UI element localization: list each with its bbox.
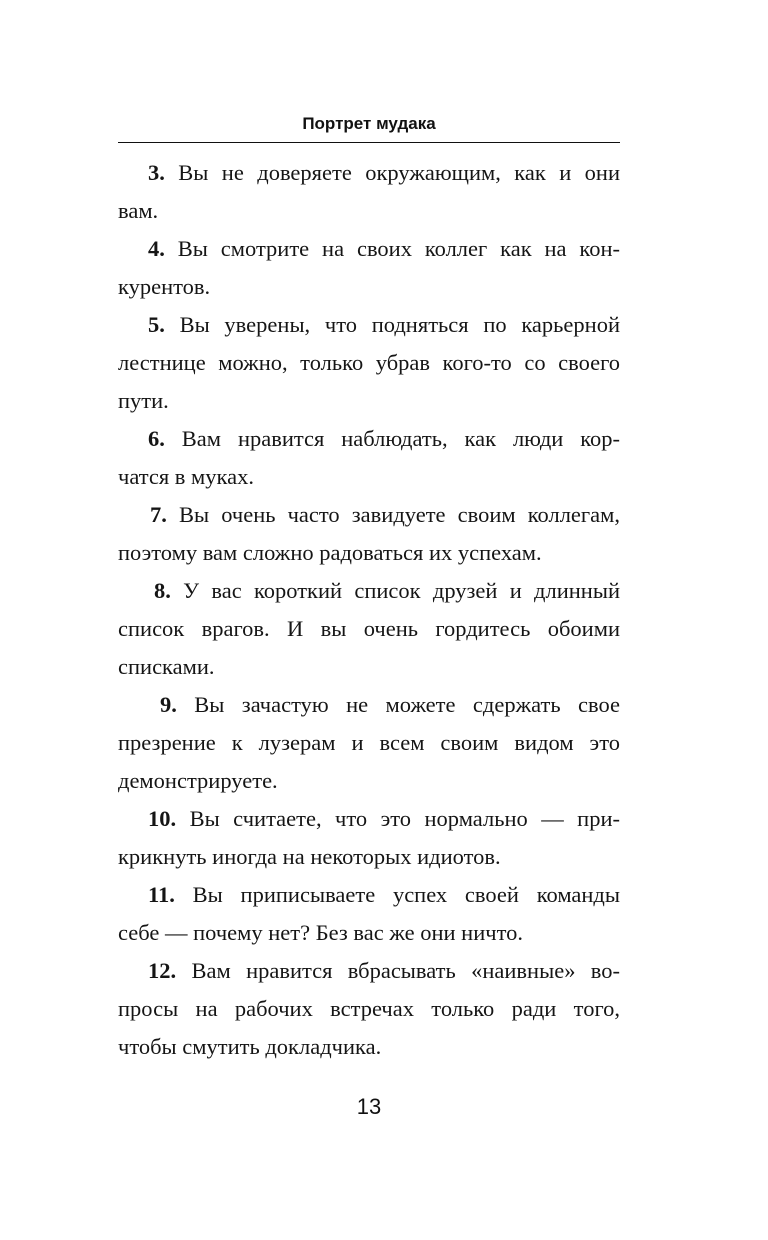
item-number: 12.: [148, 958, 177, 983]
item-text-line: список врагов. И вы очень гордитесь обоими: [118, 616, 620, 641]
item-text-line: себе — почему нет? Без вас же они ничто.: [118, 920, 523, 945]
item-number: 8.: [154, 578, 171, 603]
item-text-line: чтобы смутить докладчика.: [118, 1034, 382, 1059]
item-text-line: У вас короткий список друзей и длинный: [183, 578, 621, 603]
item-text-line: Вам нравится вбрасывать «наивные» во-: [191, 958, 621, 983]
item-text-line: Вы уверены, что подняться по карьерной: [179, 312, 620, 337]
item-text-line: Вы приписываете успех своей команды: [192, 882, 620, 907]
item-text-line: Вы смотрите на своих коллег как на кон-: [177, 236, 620, 261]
page-number: 13: [356, 1094, 382, 1119]
item-text-line: крикнуть иногда на некоторых идиотов.: [118, 844, 501, 869]
list-item-8: [118, 572, 620, 686]
item-number: 11.: [148, 882, 175, 907]
list-item-3: [118, 154, 620, 230]
item-text-line: Вы считаете, что это нормально — при-: [189, 806, 621, 831]
header-rule: [118, 142, 620, 143]
item-text-line: Вам нравится наблюдать, как люди кор-: [181, 426, 621, 451]
item-text-line: Вы очень часто завидуете своим коллегам,: [178, 502, 620, 527]
item-number: 3.: [148, 160, 165, 185]
list-item-6: [118, 420, 620, 496]
item-text-line: поэтому вам сложно радоваться их успехам.: [118, 540, 542, 565]
item-text-line: курентов.: [118, 274, 211, 299]
item-text-line: лестнице можно, только убрав кого-то со своего: [118, 350, 620, 375]
item-number: 4.: [148, 236, 165, 261]
item-number: 6.: [148, 426, 165, 451]
checklist-body: [118, 154, 620, 1066]
list-item-5: [118, 306, 620, 420]
running-title: Портрет мудака: [302, 114, 436, 133]
item-text-line: пути.: [118, 388, 169, 413]
list-item-12: [118, 952, 620, 1066]
item-text-line: списками.: [118, 654, 215, 679]
item-number: 7.: [150, 502, 167, 527]
list-item-10: [118, 800, 620, 876]
list-item-11: [118, 876, 620, 952]
list-item-7: [118, 496, 620, 572]
list-item-9: [118, 686, 620, 800]
list-item-4: [118, 230, 620, 306]
item-text-line: презрение к лузерам и всем своим видом это: [118, 730, 620, 755]
item-text-line: демонстрируете.: [118, 768, 278, 793]
item-number: 5.: [148, 312, 165, 337]
item-number: 9.: [160, 692, 177, 717]
item-number: 10.: [148, 806, 177, 831]
item-text-line: просы на рабочих встречах только ради того,: [118, 996, 620, 1021]
item-text-line: Вы зачастую не можете сдержать свое: [194, 692, 620, 717]
item-text-line: вам.: [118, 198, 159, 223]
item-text-line: Вы не доверяете окружающим, как и они: [178, 160, 620, 185]
item-text-line: чатся в муках.: [118, 464, 254, 489]
